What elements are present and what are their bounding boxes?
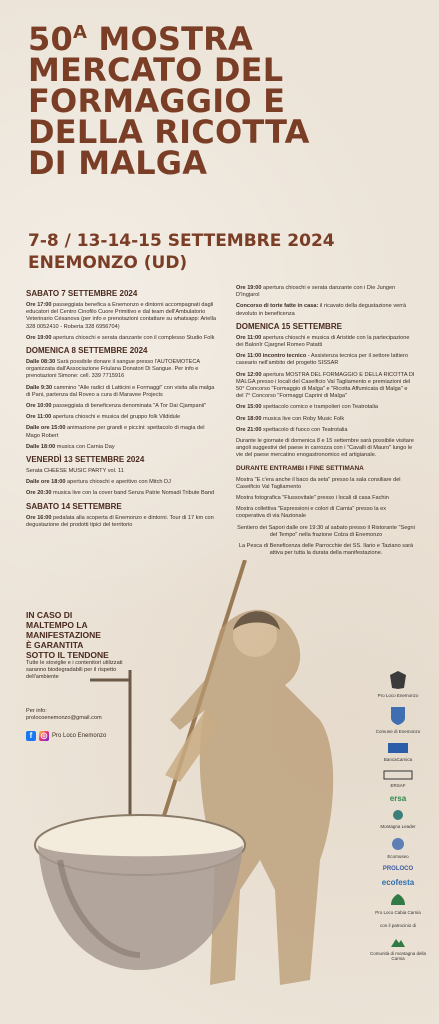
day-heading: SABATO 7 SETTEMBRE 2024 [26, 289, 138, 298]
event-text: - Assistenza tecnica per il settore lattiero caseario nell'ambito del progetto SISSAR [236, 353, 408, 367]
weather-line: SOTTO IL TENDONE [26, 650, 109, 660]
day-heading: DOMENICA 15 SETTEMBRE [236, 321, 342, 331]
event-time: Ore 11:00 incontro tecnico [236, 353, 307, 360]
social-handle: Pro Loco Enemonzo [52, 733, 107, 739]
event-text: apertura chioschi e aperitivo con Mitch DJ [65, 479, 171, 486]
logo-comunita-carnia: Comunità di montagna della Carnia [368, 936, 428, 961]
pro-loco-crest-icon [389, 670, 407, 690]
event-item [26, 425, 216, 439]
poster-title [28, 20, 428, 182]
event-item: Mostra collettiva "Espressioni e colori di Carnia" presso la ex cooperativa di via Nazionale [236, 506, 387, 520]
title-line-2: MERCATO DEL [28, 51, 284, 89]
event-time: Ore 15:00 [236, 404, 262, 411]
event-item [26, 403, 216, 410]
event-text: il ricavato della degustazione verrà devoluto in beneficenza [236, 303, 407, 317]
event-time: Dalle 9:30 [26, 384, 53, 391]
dates-line: 7-8 / 13-14-15 SETTEMBRE 2024 [28, 231, 335, 251]
logo-pro-loco: Pro Loco Enemonzo [368, 670, 428, 698]
title-line-4: DELLA RICOTTA [28, 113, 310, 151]
logo-montagna-leader: Montagna Leader [368, 809, 428, 829]
social-links [26, 731, 106, 741]
event-item [26, 302, 216, 331]
bank-logo-icon [387, 742, 409, 754]
logo-bancacarnica: BancaCarnica [368, 742, 428, 762]
event-item [236, 427, 416, 434]
logo-ersaf: ERSAF [368, 770, 428, 788]
ersaf-logo-icon [383, 770, 413, 780]
event-text: pedalata alla scoperta di Enemonzo e dintorni. Tour di 17 km con degustazione dei prodotti tipici del territorio [26, 514, 214, 528]
logo-ecofesta: ecofesta [381, 878, 415, 887]
event-item [236, 285, 416, 299]
location-line: ENEMONZO (UD) [28, 253, 188, 273]
weather-line: MANIFESTAZIONE [26, 630, 101, 640]
facebook-icon[interactable]: f [26, 731, 36, 741]
event-time: Dalle 08:30 [26, 359, 56, 366]
contact-info [26, 708, 146, 722]
mountain-icon [391, 809, 405, 821]
event-item [236, 303, 416, 317]
logo-proloco-fvg: PROLOCO [382, 866, 414, 872]
event-text: cammino "Alle radici di Latticini e Formaggi" con visita alla malga di Pani, partenza dal Roveo a cura di Maravee Projects [26, 384, 215, 398]
day-heading: SABATO 14 SETTEMBRE [26, 501, 122, 511]
event-text: spettacolo di fuoco con Teatrotalia [261, 426, 348, 433]
event-time: Ore 19:00 [26, 334, 52, 341]
day-heading: VENERDÌ 13 SETTEMBRE 2024 [26, 455, 145, 465]
event-text: spettacolo comico e trampolieri con Teatrotalia [261, 404, 378, 411]
event-dates [28, 230, 428, 274]
event-time: Ore 11:00 [26, 414, 52, 421]
event-time: Ore 11:00 [236, 334, 262, 341]
weather-line: È GARANTITA [26, 640, 84, 650]
event-item [26, 385, 216, 399]
event-item [236, 335, 416, 349]
title-line-5: DI MALGA [28, 144, 208, 182]
weather-line: IN CASO DI [26, 610, 73, 620]
weather-line: MALTEMPO LA [26, 620, 88, 630]
event-item [236, 416, 416, 423]
event-time: Ore 21:00 [236, 426, 262, 433]
event-item [236, 372, 416, 401]
event-time: Ore 17:00 [26, 302, 52, 308]
event-text: musica live con Roby Music Folk [261, 415, 345, 422]
title-line-3: FORMAGGIO E [28, 82, 286, 120]
event-item [26, 468, 216, 475]
pro-loco-cabia-icon [389, 893, 407, 907]
logo-comune: Comune di Enemonzo [368, 706, 428, 734]
event-text: Serata CHEESE MUSIC PARTY vol. 11 [26, 468, 124, 475]
logo-ecomuseo: Ecomuseo [368, 837, 428, 859]
title-line-1: MOSTRA [87, 20, 253, 58]
weekend-heading: DURANTE ENTRAMBI I FINE SETTIMANA [236, 464, 364, 472]
event-time: Dalle ore 15:00 [26, 425, 66, 432]
event-text: animazione per grandi e piccini: spettacolo di magia del Mago Robert [26, 425, 205, 439]
event-text: apertura chioschi e serata danzante con i Die Jungen D'Ingjarol [236, 285, 396, 299]
program-left-column [26, 285, 216, 533]
event-text: apertura chioschi e musica del gruppo folk Vildidule [51, 414, 181, 421]
event-item [236, 353, 416, 367]
event-item [26, 479, 216, 486]
event-item: Mostra fotografica "Flussovitale" presso i locali di casa Fachin [236, 495, 389, 502]
title-number: 50 [28, 20, 73, 58]
event-item [236, 438, 416, 460]
instagram-icon[interactable]: ◎ [40, 731, 48, 740]
event-text: Durante le giornate di domenica 8 e 15 settembre sarà possibile visitare angoli suggestivi del paese in carrozza con i "Cavalli di Mauro" lungo le vie del paese mercatino enogastronomico ed artigianale. [236, 438, 414, 459]
event-time: Dalle 18:00 [26, 443, 56, 450]
event-item: Mostra "E c'era anche il baco da seta" presso la sala consiliare del Caseificio Val Tagliamento [236, 476, 401, 490]
event-item [26, 515, 216, 529]
event-item [26, 335, 216, 342]
event-text: Sarà possibile donare il sangue presso l'AUTOEMOTECA organizzata dall'Associazione Friulana Donatori Di Sangue. Per info e prenotazioni Simone: cell. 339 7715916 [26, 359, 200, 380]
patronage-label: con il patrocinio di [379, 923, 417, 928]
ecomuseo-icon [391, 837, 405, 851]
event-item [26, 490, 216, 497]
event-item: La Pesca di Beneficenza delle Parrocchie dei SS. Ilario e Taziano sarà attiva per tutta la durata della manifestazione. [238, 543, 414, 557]
event-time: Dalle ore 18:00 [26, 479, 66, 486]
event-text: apertura chioschi e serata danzante con il complesso Studio Folk [51, 334, 215, 341]
eco-note: Tutte le stoviglie e i contenitori utilizzati saranno biodegradabili per il rispetto dell'ambiente [26, 660, 123, 680]
event-item [26, 359, 216, 381]
event-time: Ore 16:00 [26, 514, 52, 521]
event-time: Ore 18:00 [236, 415, 262, 422]
event-time: Ore 20:30 [26, 490, 52, 497]
event-time: Ore 10:00 [26, 403, 52, 410]
comune-shield-icon [390, 706, 406, 726]
event-text: apertura MOSTRA DEL FORMAGGIO E DELLA RICOTTA DI MALGA presso i locali del Caseificio Val Tagliamento e premiazioni del 50° Concorso "Formaggio di Malga" e "Ricotta Affumicata di Malga" e del 7° Concorso "Formaggi Caprini di Malga" [236, 371, 415, 400]
event-item [26, 444, 216, 451]
event-text: passeggiata di beneficenza denominata "A Tor Dai Cjampanii" [51, 403, 207, 410]
event-time: Ore 12:00 [236, 371, 262, 378]
event-text: musica live con la cover band Senza Patrie Nomadi Tribute Band [51, 490, 215, 497]
mountain-logo-icon [390, 936, 406, 948]
event-text: passeggiata benefica a Enemonzo e dintorni accompagnati dagli educatori del Centro Cinofilo Cuore Primitivo e dal team dell'Ambulatorio Veterinario Césanova (per info e prenotazioni contattare su whatsapp: Ariella 328 0052410 - Roberta 328 6956704) [26, 302, 216, 330]
info-label: Per info: [26, 708, 47, 714]
event-item: Sentiero dei Sapori dalle ore 19:30 al sabato presso il Ristorante "Segni del Tempo" nella frazione Colza di Enemonzo [237, 524, 415, 538]
logo-ersa: ersa [389, 794, 407, 803]
event-time: Ore 19:00 [236, 285, 262, 291]
contact-email[interactable]: prolocoenemonzo@gmail.com [26, 715, 102, 721]
title-superscript: A [72, 22, 88, 43]
sponsor-logos [368, 670, 428, 969]
event-time: Concorso di torte fatte in casa: [236, 303, 319, 310]
program-right-column [236, 285, 416, 561]
event-text: apertura chioschi e musica di Aristide con la partecipazione dei Balonîr Cjargnel Romeo Patatti [236, 334, 410, 349]
event-item [236, 404, 416, 411]
logo-pro-loco-cabia: Pro Loco Cabia Carnia [368, 893, 428, 915]
event-text: musica con Carnia Day [55, 443, 115, 450]
weather-notice [26, 610, 136, 660]
event-item [26, 414, 216, 421]
day-heading: DOMENICA 8 SETTEMBRE 2024 [26, 346, 148, 356]
